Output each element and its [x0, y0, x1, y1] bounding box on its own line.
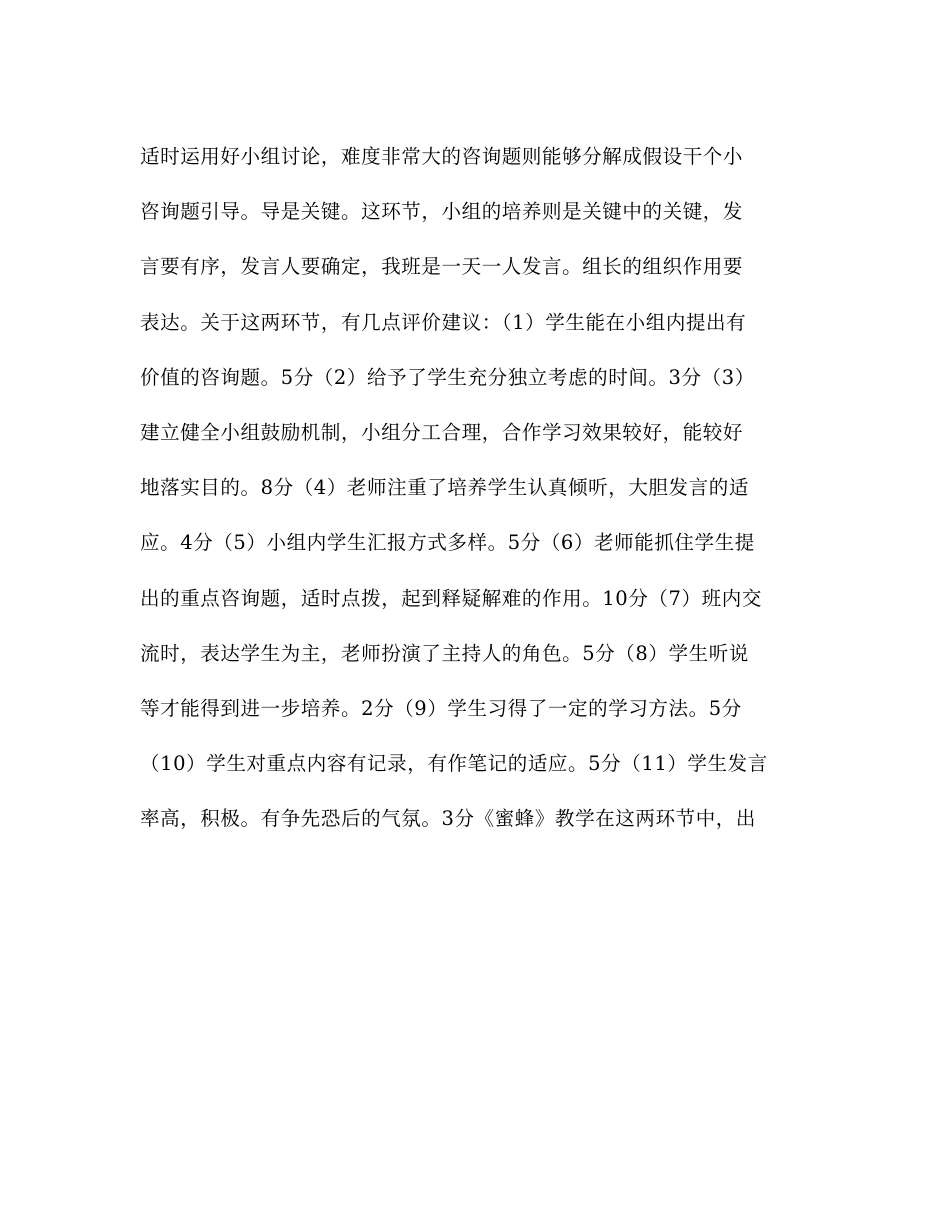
text-line-11: 等才能得到进一步培养。2分（9）学生习得了一定的学习方法。5分 — [140, 696, 742, 720]
text-line-4: 表达。关于这两环节，有几点评价建议：（1）学生能在小组内提出有 — [140, 310, 747, 334]
text-line-2: 咨询题引导。导是关键。这环节，小组的培养则是关键中的关键，发 — [140, 200, 744, 224]
text-line-6: 建立健全小组鼓励机制，小组分工合理，合作学习效果较好，能较好 — [140, 420, 744, 444]
text-line-13: 率高，积极。有争先恐后的气氛。3分《蜜蜂》教学在这两环节中，出 — [140, 807, 757, 831]
text-line-10: 流时，表达学生为主，老师扮演了主持人的角色。5分（8）学生听说 — [140, 641, 749, 665]
body-text — [140, 137, 820, 854]
text-line-8: 应。4分（5）小组内学生汇报方式多样。5分（6）老师能抓住学生提 — [140, 531, 755, 555]
text-line-3: 言要有序，发言人要确定，我班是一天一人发言。组长的组织作用要 — [140, 255, 744, 279]
text-line-12: （10）学生对重点内容有记录，有作笔记的适应。5分（11）学生发言 — [140, 752, 768, 776]
text-line-1: 适时运用好小组讨论，难度非常大的咨询题则能够分解成假设干个小 — [140, 145, 744, 168]
text-line-9: 出的重点咨询题，适时点拨，起到释疑解难的作用。10分（7）班内交 — [140, 586, 762, 610]
text-line-7: 地落实目的。8分（4）老师注重了培养学生认真倾听，大胆发言的适 — [140, 476, 749, 500]
text-line-5: 价值的咨询题。5分（2）给予了学生充分独立考虑的时间。3分（3） — [140, 365, 755, 389]
